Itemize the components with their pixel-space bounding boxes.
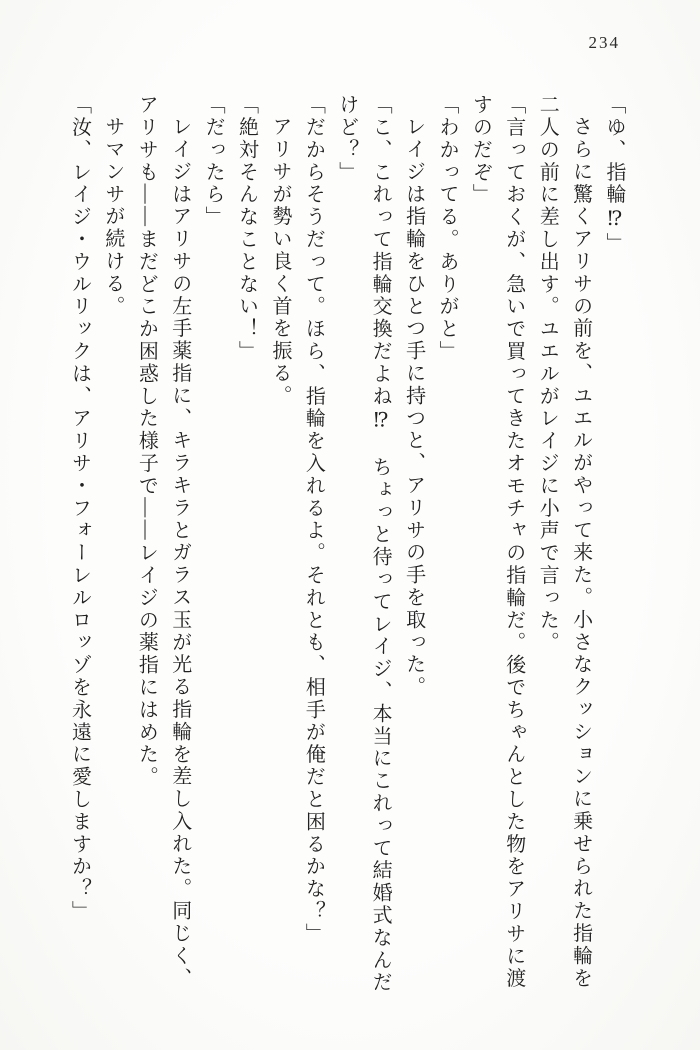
- page-number: 234: [588, 33, 620, 52]
- paragraph: 「言っておくが、急いで買ってきたオモチャの指輪だ。後でちゃんとした物をアリサに渡すのだぞ」: [469, 94, 525, 990]
- paragraph: 「ゆ、指輪⁉」: [603, 94, 625, 255]
- paragraph: 「だからそうだって。ほら、指輪を入れるよ。それとも、相手が俺だと困るかな？」: [302, 94, 325, 946]
- paragraph: レイジは指輪をひとつ手に持つと、アリサの手を取った。: [402, 116, 425, 699]
- paragraph: 「絶対そんなことない！」: [235, 94, 258, 363]
- paragraph: サマンサが続ける。: [101, 116, 124, 318]
- paragraph: 「こ、これって指輪交換だよね⁉ ちょっと待ってレイジ、本当にこれって結婚式なんだけど？」: [335, 94, 392, 994]
- paragraph: 「汝、レイジ・ウルリックは、アリサ・フォーレルロッゾを永遠に愛しますか？」: [68, 94, 91, 923]
- paragraph: アリサが勢い良く首を振る。: [268, 116, 291, 408]
- text-block: [62, 94, 630, 994]
- paragraph: レイジはアリサの左手薬指に、キラキラとガラス玉が光る指輪を差し入れた。同じく、アリサも――まだどこか困惑した様子で――レイジの薬指にはめた。: [135, 94, 191, 990]
- paragraph: 「だったら」: [202, 94, 225, 229]
- paragraph: 「わかってる。ありがと」: [435, 94, 458, 363]
- paragraph: さらに驚くアリサの前を、ユエルがやって来た。小さなクッションに乗せられた指輪を二人の前に差し出す。ユエルがレイジに小声で言った。: [536, 94, 592, 990]
